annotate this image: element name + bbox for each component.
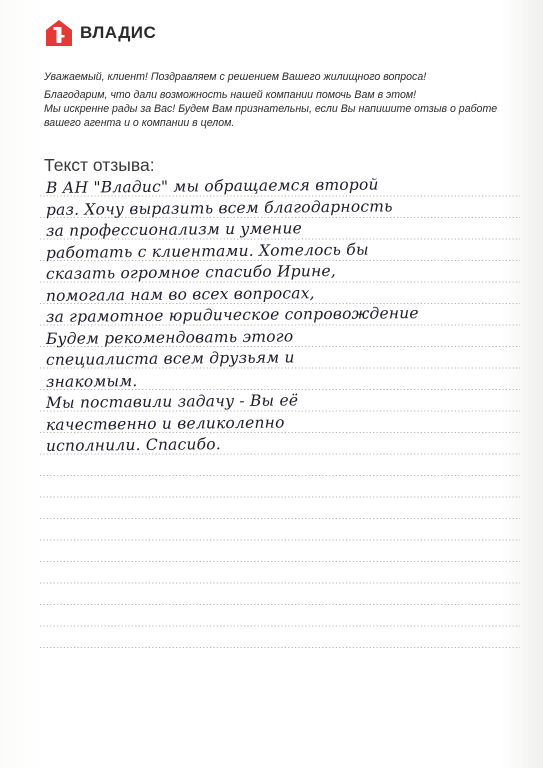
handwritten-line: Мы поставили задачу - Вы её (45, 391, 299, 412)
handwritten-line: сказать огромное спасибо Ирине, (45, 261, 337, 283)
brand-name: ВЛАДИС (80, 23, 157, 42)
handwritten-line: качественно и великолепно (45, 413, 285, 434)
handwritten-line: помогала нам во всех вопросах, (45, 283, 315, 305)
handwritten-line: исполнили. Спасибо. (45, 435, 222, 455)
handwritten-line: знакомым. (45, 371, 138, 391)
request-text-cont: вашего агента и о компании в целом. (44, 117, 235, 129)
handwritten-line: специалиста всем друзьям и (45, 348, 295, 369)
request-text: Мы искренне рады за Вас! Будем Вам признательны, если Вы напишите отзыв о работе (44, 103, 498, 115)
greeting-text: Уважаемый, клиент! Поздравляем с решением Вашего жилищного вопроса! (44, 71, 427, 83)
handwritten-line: за профессионализм и умение (45, 219, 303, 240)
handwritten-line: за грамотное юридическое сопровождение (45, 304, 419, 326)
review-heading: Текст отзыва: (44, 155, 155, 175)
handwritten-line: Будем рекомендовать этого (45, 326, 294, 348)
handwritten-line: раз. Хочу выразить всем благодарность (45, 196, 393, 219)
thanks-text: Благодарим, что дали возможность нашей компании помочь Вам в этом! (44, 89, 417, 101)
handwritten-line: работать с клиентами. Хотелось бы (45, 240, 369, 262)
brand-header (44, 18, 156, 48)
house-key-icon (44, 18, 74, 48)
intro-message (44, 70, 514, 130)
handwritten-line: В АН "Владис" мы обращаемся второй (45, 175, 379, 197)
